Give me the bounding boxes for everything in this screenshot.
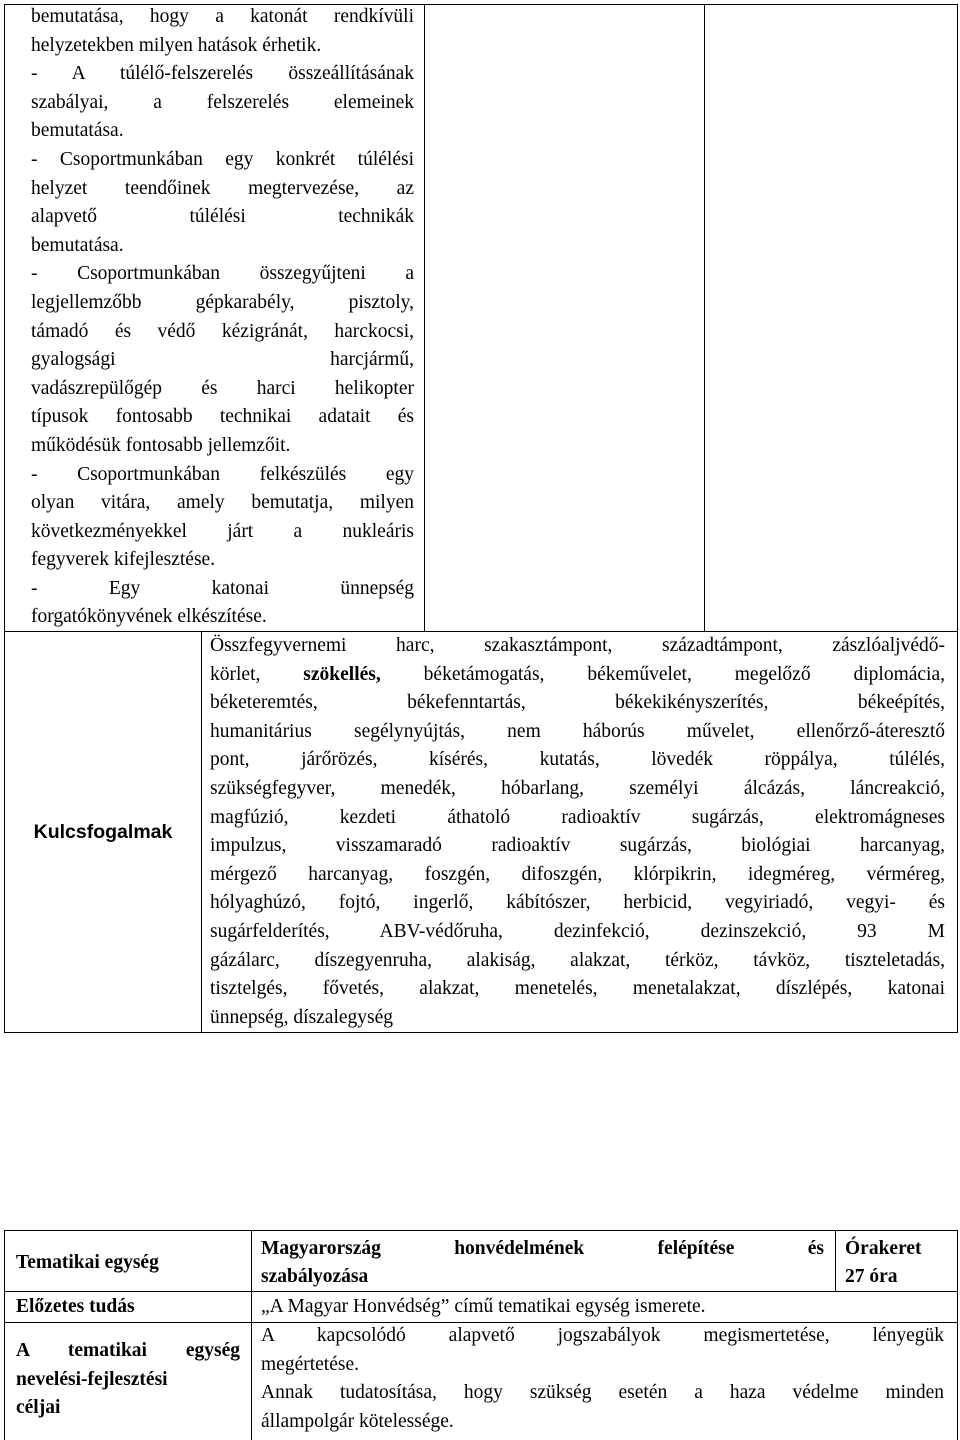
keywords-line-part: béketámogatás, békeművelet, megelőző diplomácia, — [380, 663, 945, 685]
keywords-line: szükségfegyver, menedék, hóbarlang, személyi álcázás, láncreakció, — [210, 777, 945, 799]
activity-line: támadó és védő kézigránát, harckocsi, — [31, 320, 414, 342]
keywords-label: Kulcsfogalmak — [33, 820, 173, 843]
goals-line: állampolgár kötelessége. — [261, 1410, 454, 1432]
activity-line: bemutatása. — [31, 120, 124, 142]
activity-line: gyalogsági harcjármű, — [31, 349, 414, 371]
keywords-line: pont, járőrözés, kísérés, kutatás, lövedék röppálya, túlélés, — [210, 749, 945, 771]
activity-line: - Csoportmunkában összegyűjteni a — [31, 263, 414, 285]
keywords-line: ünnepség, díszalegység — [210, 1006, 394, 1028]
activity-line: legjellemzőbb gépkarabély, pisztoly, — [31, 291, 414, 313]
keywords-line: sugárfelderítés, ABV-védőruha, dezinfekció, dezinszekció, 93 M — [210, 920, 945, 942]
keywords-line: tisztelgés, fővetés, alakzat, menetelés, menetalakzat, díszlépés, katonai — [210, 978, 945, 1000]
activity-line: helyzetekben milyen hatások érhetik. — [31, 34, 322, 56]
activity-line: forgatókönyvének elkészítése. — [31, 606, 267, 628]
keywords-line: gázálarc, díszegyenruha, alakiság, alakzat, térköz, távköz, tiszteletadás, — [210, 949, 945, 971]
prior-knowledge-value: „A Magyar Honvédség” című tematikai egység ismerete. — [261, 1296, 706, 1317]
goals-line: Annak tudatosítása, hogy szükség esetén a haza védelme minden — [261, 1382, 944, 1404]
label-thematic-unit: Tematikai egység — [16, 1252, 159, 1273]
keywords-line: béketeremtés, békefenntartás, békekikényszerítés, békeépítés, — [210, 692, 945, 714]
activity-line: - A túlélő-felszerelés összeállításának — [31, 63, 414, 85]
keywords-list — [210, 632, 945, 1032]
keywords-line: Összfegyvernemi harc, szakasztámpont, századtámpont, zászlóaljvédő- — [210, 635, 945, 656]
keywords-label-cell — [5, 632, 201, 1032]
thematic-unit-title-line2: szabályozása — [261, 1266, 369, 1287]
activity-line: fegyverek kifejlesztése. — [31, 549, 216, 571]
keyword-bold-term: szökellés, — [303, 663, 381, 685]
activity-line: működésük fontosabb jellemzőit. — [31, 434, 291, 456]
activity-line: helyzet teendőinek megtervezése, az — [31, 177, 414, 199]
keywords-line: magfúzió, kezdeti áthatoló radioaktív sugárzás, elektromágneses — [210, 806, 945, 828]
activity-line: bemutatása. — [31, 234, 124, 256]
keywords-line-part: körlet, — [210, 663, 304, 685]
goals-text — [261, 1322, 944, 1436]
activity-line: következményekkel járt a nukleáris — [31, 520, 414, 542]
hours-label: Órakeret — [845, 1238, 922, 1259]
label-goals-line3: céljai — [16, 1397, 61, 1419]
activity-line: alapvető túlélési technikák — [31, 206, 414, 228]
goals-line: A kapcsolódó alapvető jogszabályok megismertetése, lényegük — [261, 1325, 944, 1346]
goals-line: megértetése. — [261, 1353, 359, 1375]
activity-line: típusok fontosabb technikai adatait és — [31, 406, 414, 428]
label-goals-line1: A tematikai egység — [16, 1340, 240, 1361]
hours-value: 27 óra — [845, 1266, 898, 1287]
thematic-unit-title-line1: Magyarország honvédelmének felépítése és — [261, 1238, 824, 1259]
label-goals-line2: nevelési-fejlesztési — [16, 1368, 168, 1390]
keywords-line: impulzus, visszamaradó radioaktív sugárzás, biológiai harcanyag, — [210, 835, 945, 857]
keywords-line — [210, 661, 945, 690]
label-goals — [16, 1337, 240, 1423]
activity-line: - Csoportmunkában felkészülés egy — [31, 463, 414, 485]
keywords-line: humanitárius segélynyújtás, nem háborús művelet, ellenőrző-áteresztő — [210, 720, 945, 742]
activity-line: - Csoportmunkában egy konkrét túlélési — [31, 148, 414, 170]
activity-line: szabályai, a felszerelés elemeinek — [31, 91, 414, 113]
activity-line: vadászrepülőgép és harci helikopter — [31, 377, 414, 399]
keywords-line: hólyaghúzó, fojtó, ingerlő, kábítószer, herbicid, vegyiriadó, vegyi- és — [210, 892, 945, 914]
activities-cell — [31, 3, 414, 632]
label-prior-knowledge: Előzetes tudás — [16, 1296, 135, 1317]
activity-line: olyan vitára, amely bemutatja, milyen — [31, 492, 414, 514]
activity-line: bemutatása, hogy a katonát rendkívüli — [31, 6, 414, 27]
activity-line: - Egy katonai ünnepség — [31, 577, 414, 599]
keywords-line: mérgező harcanyag, foszgén, difoszgén, klórpikrin, idegméreg, vérméreg, — [210, 863, 945, 885]
